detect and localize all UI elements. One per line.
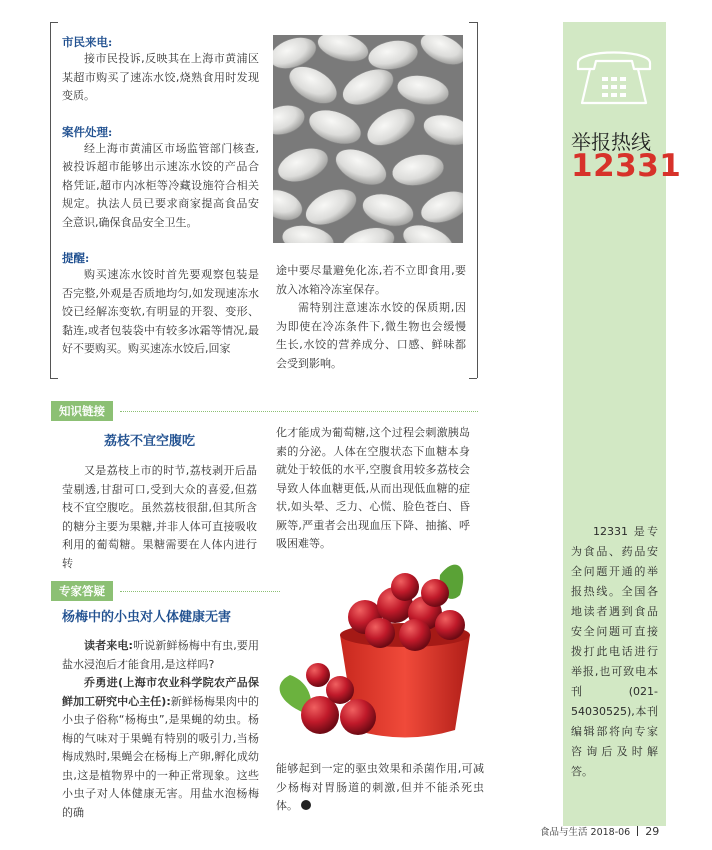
knowledge-text-right: 化才能成为葡萄糖,这个过程会刺激胰岛素的分泌。人体在空腹状态下血糖本身就处于较低的水平,空腹食用较多荔枝会导致人体血糖更低,从而出现低血糖的症状,如头晕、乏力、心慌、脸色苍白、昏厥等,严重者会出现血压下降、抽搐、呼吸困难等。 [276,426,470,550]
expert-title: 杨梅中的小虫对人体健康无害 [62,610,232,625]
dumplings-photo [273,35,463,243]
reminder-text-right-1: 途中要尽量避免化冻,若不立即食用,要放入冰箱冷冻室保存。 [276,264,466,296]
hotline-number: 12331 [571,148,682,184]
call-text: 接市民投诉,反映其在上海市黄浦区某超市购买了速冻水饺,烧熟食用时发现变质。 [62,52,259,102]
case-left-column [62,34,259,359]
expert-left-column [62,637,259,822]
footer-separator [637,826,638,836]
reminder-text-right-2: 需特别注意速冻水饺的保质期,因为即使在冷冻条件下,微生物也会缓慢生长,水饺的营养成分、口感、鲜味都会受到影响。 [276,301,466,370]
expert-text-right [276,760,484,816]
knowledge-text-left: 又是荔枝上市的时节,荔枝剥开后晶莹剔透,甘甜可口,受到大众的喜爱,但荔枝不宜空腹吃。虽然荔枝很甜,但其所含的糖分主要为果糖,并非人体可直接吸收利用的葡萄糖。果糖需要在人体内进行转 [62,464,257,570]
reminder-text-left: 购买速冻水饺时首先要观察包装是否完整,外观是否质地均匀,如发现速冻水饺已经解冻变软,有明显的开裂、变形、黏连,或者包装袋中有较多冰霜等情况,最好不要购买。购买速冻水饺后,回家 [62,268,259,355]
handling-text: 经上海市黄浦区市场监管部门核查,被投诉超市能够出示速冻水饺的产品合格凭证,超市内冰柜等冷藏设施符合相关规定。执法人员已要求商家提高食品安全意识,确保食品安全卫生。 [62,141,259,229]
expert-paragraph [62,674,259,822]
case-bracket-tl [50,22,58,23]
expert-label: 乔勇进(上海市农业科学院农产品保鲜加工研究中心主任): [62,676,259,708]
telephone-icon [572,43,656,109]
footer [540,824,659,838]
case-bracket-bl [50,378,58,379]
case-bracket-tr [469,22,477,23]
expert-text: 新鲜杨梅果肉中的小虫子俗称“杨梅虫”,是果蝇的幼虫。杨梅的气味对于果蝇有特别的吸引力,当杨梅成熟时,果蝇会在杨梅上产卵,孵化成幼虫,这是植物界中的一种正常现象。这些小虫子对人体健康无害。用盐水泡杨梅的确 [62,694,259,819]
bayberry-photo [270,555,490,755]
case-right-column [276,262,466,373]
expert-rule [120,591,280,592]
reader-label: 读者来电: [84,639,133,652]
hotline-description: 12331 是专为食品、药品安全问题开通的举报热线。全国各地读者遇到食品安全问题可直接拨打此电话进行举报,也可致电本刊(021-54030525),本刊编辑部将向专家咨询后及时解答。 [571,525,658,778]
reader-paragraph [62,637,259,674]
call-title: 市民来电: [62,35,113,49]
knowledge-tag: 知识链接 [51,401,113,421]
handling-title: 案件处理: [62,124,113,139]
expert-tag: 专家答疑 [51,581,113,601]
expert-text-right-content: 能够起到一定的驱虫效果和杀菌作用,可减少杨梅对胃肠道的刺激,但并不能杀死虫体。 [276,762,484,812]
knowledge-title: 荔枝不宜空腹吃 [104,434,196,449]
end-mark-icon [301,800,311,810]
hotline-label: 举报热线 [571,130,651,154]
knowledge-rule [120,411,478,412]
case-bracket-br [469,378,477,379]
reader-text: 听说新鲜杨梅中有虫,要用盐水浸泡后才能食用,是这样吗? [62,639,260,671]
journal-issue: 食品与生活 2018-06 [540,827,631,838]
reminder-title: 提醒: [62,251,90,265]
page-number: 29 [645,825,660,838]
